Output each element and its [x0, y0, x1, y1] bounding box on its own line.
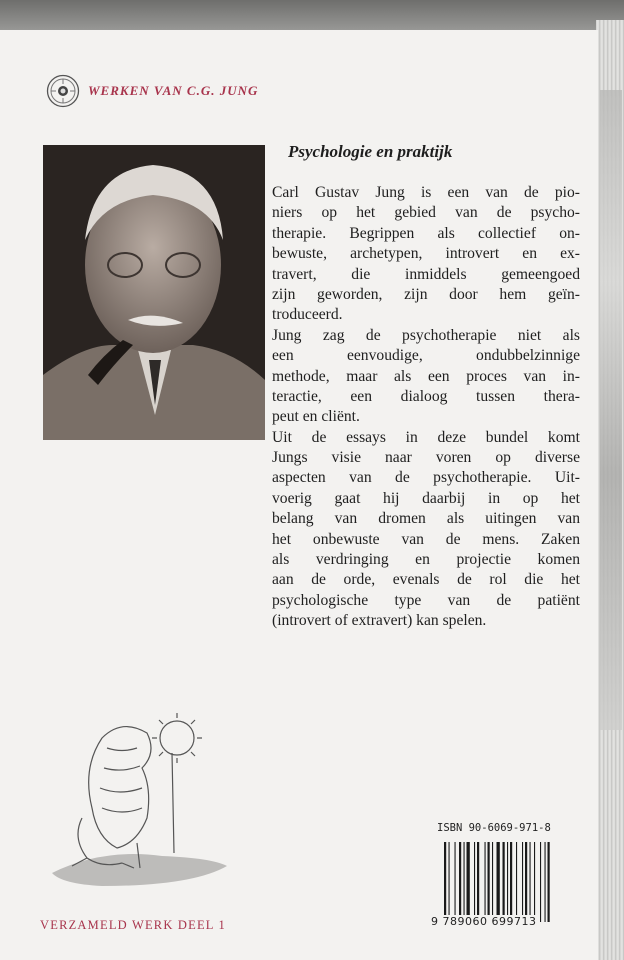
barcode-bar [522, 842, 523, 922]
barcode-bar [449, 842, 450, 922]
blurb-line: het onbewuste van de mens. Zaken [272, 530, 580, 548]
barcode-bar [488, 842, 490, 922]
isbn-label: ISBN 90-6069-971-8 [437, 822, 551, 834]
blurb-line: zijn geworden, zijn door hem geïn- [272, 285, 580, 303]
barcode-bar [455, 842, 456, 922]
blurb-line: een eenvoudige, ondubbelzinnige [272, 347, 580, 365]
blurb-line: travert, die inmiddels gemeengoed [272, 265, 580, 283]
barcode-bar [444, 842, 446, 922]
blurb-line: Uit de essays in deze bundel komt [272, 428, 580, 446]
barcode-bar [525, 842, 527, 922]
blurb-line: therapie. Begrippen als collectief on- [272, 224, 580, 242]
blurb-text [272, 183, 580, 632]
blurb-line: Carl Gustav Jung is een van de pio- [272, 184, 580, 201]
blurb-line: Jungs visie naar voren op diverse [272, 449, 580, 467]
blurb-line: Jung zag de psychotherapie niet als [272, 326, 580, 344]
blurb-line: aspecten van de psychotherapie. Uit- [272, 469, 580, 487]
blurb-line: niers op het gebied van de psycho- [272, 204, 580, 222]
barcode-bar [497, 842, 500, 922]
barcode-bar [485, 842, 486, 922]
barcode-bar [503, 842, 505, 922]
author-portrait [43, 145, 265, 440]
blurb-line: teractie, een dialoog tussen thera- [272, 387, 580, 405]
blurb-line: psychologische type van de patiënt [272, 591, 580, 609]
barcode-bar [516, 842, 517, 922]
barcode-bar [492, 842, 493, 922]
series-name: WERKEN VAN C.G. JUNG [88, 83, 259, 98]
book-top-edge [0, 0, 624, 32]
blurb-line: aan de orde, evenals de rol die het [272, 571, 580, 589]
barcode-bar [548, 842, 550, 922]
barcode-number: 9 789060 699713 [431, 915, 537, 928]
barcode-bar [474, 842, 475, 922]
blurb-line: methode, maar als een proces van in- [272, 367, 580, 385]
barcode-bar [477, 842, 479, 922]
blurb-line: belang van dromen als uitingen van [272, 510, 580, 528]
series-brand [46, 74, 258, 108]
lion-sun-illustration-icon [42, 708, 232, 888]
barcode-bar [540, 842, 541, 922]
barcode-bar [530, 842, 531, 922]
barcode-bar [467, 842, 470, 922]
barcode-bar [545, 842, 546, 922]
barcode-bar [510, 842, 512, 922]
blurb-line: peut en cliënt. [272, 408, 360, 426]
mandala-logo-icon [46, 74, 80, 108]
blurb-line: als verdringing en projectie komen [272, 551, 580, 569]
barcode-bar [534, 842, 535, 922]
book-page-edge-shadow [600, 90, 622, 730]
barcode-bar [507, 842, 508, 922]
series-volume: VERZAMELD WERK DEEL 1 [40, 918, 226, 932]
barcode [444, 842, 580, 922]
blurb-line: bewuste, archetypen, introvert en ex- [272, 245, 580, 263]
blurb-line: troduceerd. [272, 306, 343, 324]
blurb-line: (introvert of extravert) kan spelen. [272, 612, 487, 630]
barcode-bar [464, 842, 465, 922]
barcode-bar [459, 842, 461, 922]
blurb-line: voerig gaat hij daarbij in op het [272, 489, 580, 507]
book-title: Psychologie en praktijk [288, 142, 453, 161]
